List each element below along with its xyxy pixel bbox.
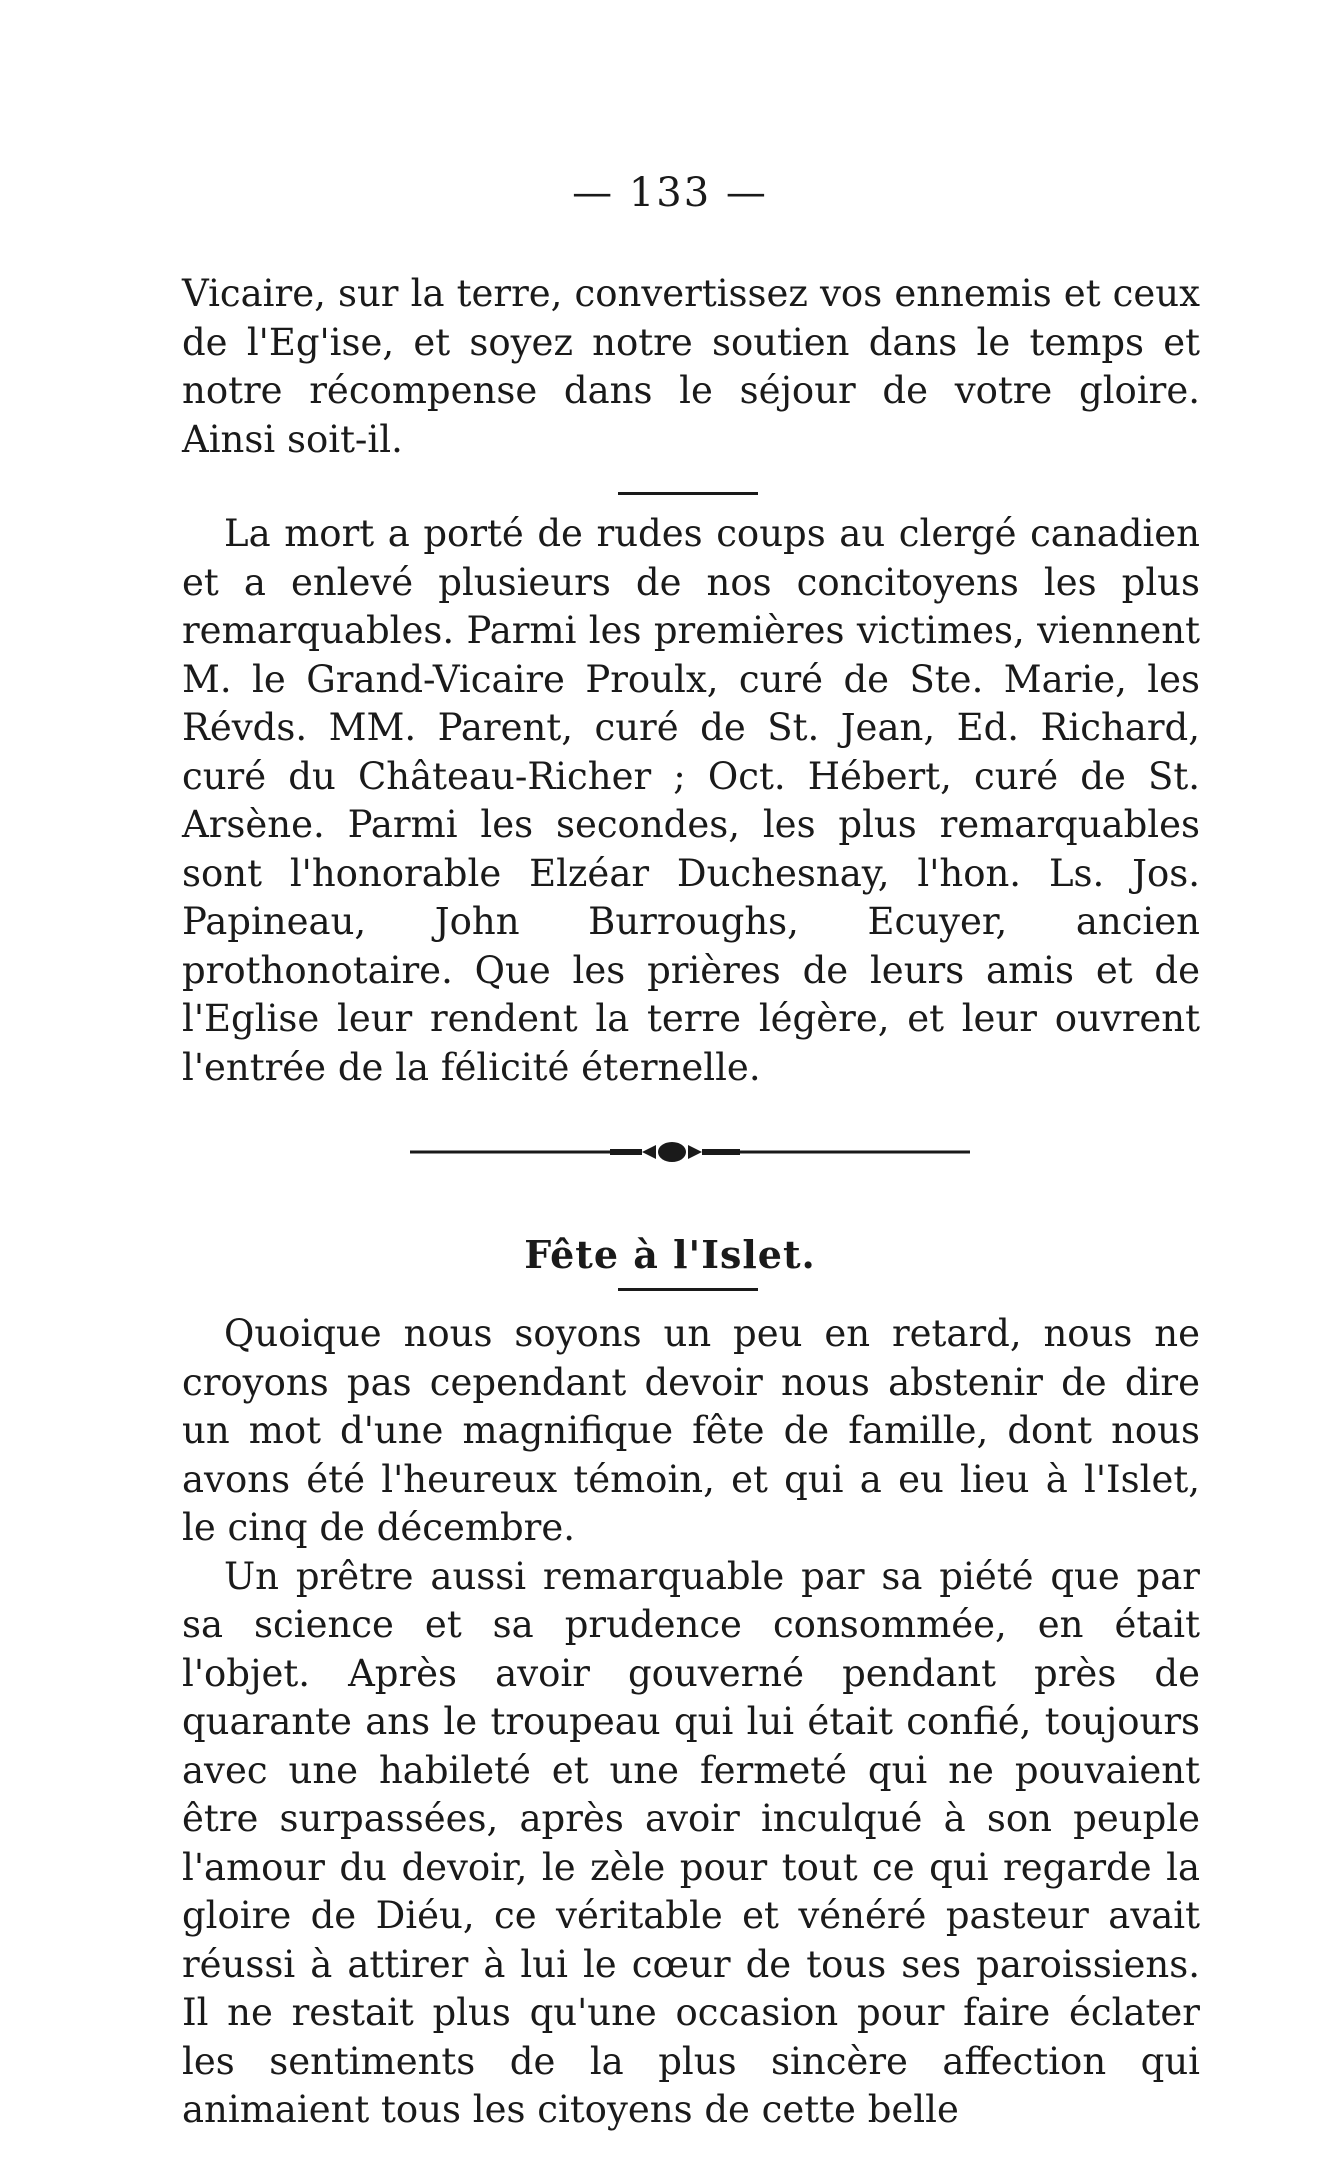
section-title: Fête à l'Islet. xyxy=(524,1232,816,1277)
paragraph-prayer-ending: Vicaire, sur la terre, convertissez vos ennemis et ceux de l'Eg'ise, et soyez notre soutien dans le temps et notre récompense dans le séjour de votre gloire. Ainsi soit-il. xyxy=(182,272,1200,461)
ornamental-divider-icon xyxy=(410,1134,970,1170)
paragraph-feast-intro: Quoique nous soyons un peu en retard, nous ne croyons pas cependant devoir nous abstenir de dire un mot d'une magnifique fête de famille, dont nous avons été l'heureux témoin, et qui a eu lieu à l'Islet, le cinq de décembre. xyxy=(182,1312,1200,1549)
islet-feast-article xyxy=(182,1310,1200,2135)
title-underline-rule xyxy=(618,1288,758,1291)
section-divider-rule xyxy=(618,492,758,495)
paragraph-priest-description: Un prêtre aussi remarquable par sa piété que par sa science et sa prudence consommée, en était l'objet. Après avoir gouverné pendant près de quarante ans le troupeau qui lui était confié, toujours avec une habileté et une fermeté qui ne pouvaient être surpassées, après avoir inculqué à son peuple l'amour du devoir, le zèle pour tout ce qui regarde la gloire de Diéu, ce véritable et vénéré pasteur avait réussi à attirer à lui le cœur de tous ses paroissiens. Il ne restait plus qu'une occasion pour faire éclater les sentiments de la plus sincère affection qui animaient tous les citoyens de cette belle xyxy=(182,1554,1200,2131)
paragraph-obituaries: La mort a porté de rudes coups au clergé canadien et a enlevé plusieurs de nos concitoyens les plus remarquables. Parmi les premières victimes, viennent M. le Grand-Vicaire Proulx, curé de Ste. Marie, les Révds. MM. Parent, curé de St. Jean, Ed. Richard, curé du Château-Richer ; Oct. Hébert, curé de St. Arsène. Parmi les secondes, les plus remarquables sont l'honorable Elzéar Duchesnay, l'hon. Ls. Jos. Papineau, John Burroughs, Ecuyer, ancien prothonotaire. Que les prières de leurs amis et de l'Eglise leur rendent la terre légère, et leur ouvrent l'entrée de la félicité éternelle. xyxy=(182,512,1200,1089)
page-number: — 133 — xyxy=(572,170,768,216)
